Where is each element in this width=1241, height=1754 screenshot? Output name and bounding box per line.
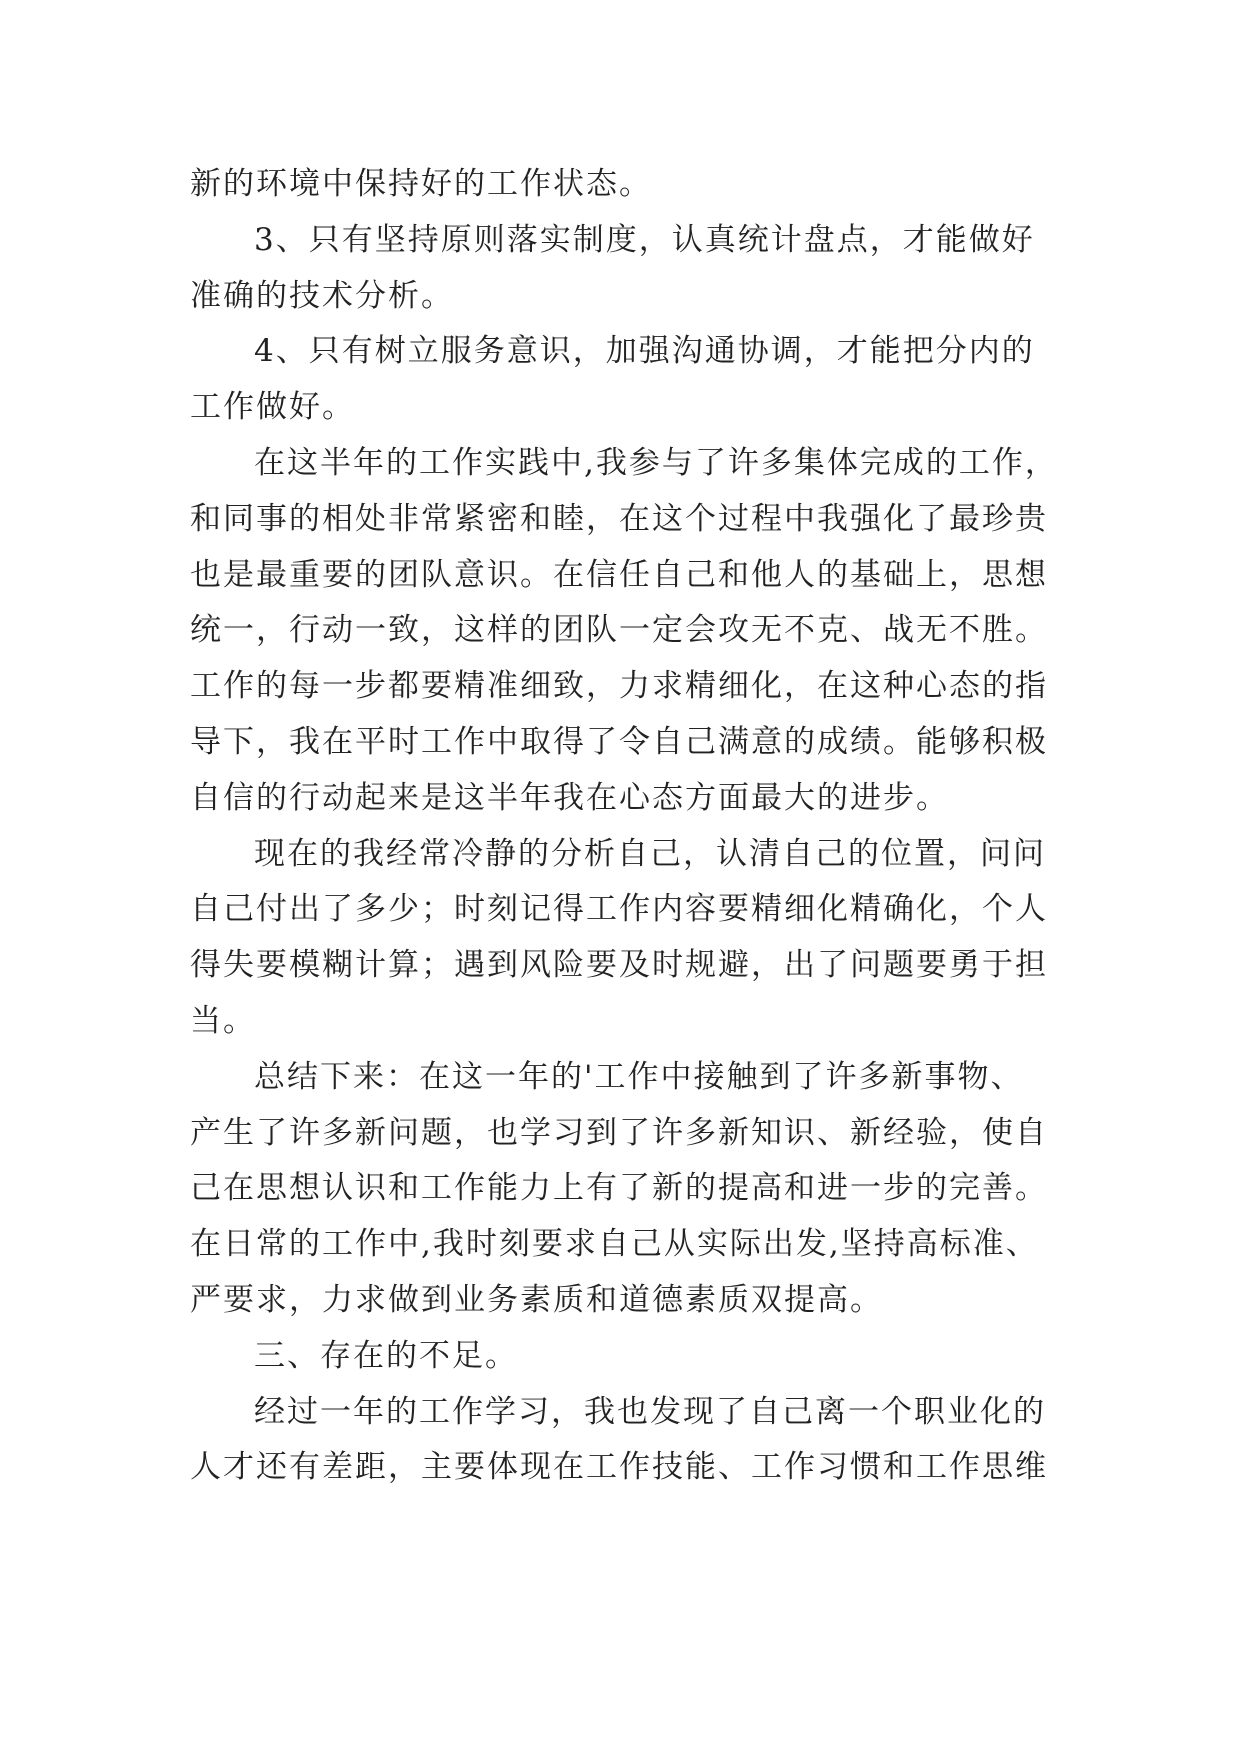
text-line: 准确的技术分析。 [190, 277, 454, 314]
text-line: 工作做好。 [190, 389, 355, 426]
text-line: 得失要模糊计算；遇到风险要及时规避，出了问题要勇于担 [190, 947, 1048, 984]
text-line: 己在思想认识和工作能力上有了新的提高和进一步的完善。 [190, 1170, 1048, 1207]
text-line: 自己付出了多少；时刻记得工作内容要精细化精确化，个人 [190, 891, 1048, 928]
text-line: 严要求，力求做到业务素质和道德素质双提高。 [190, 1281, 883, 1318]
text-line: 也是最重要的团队意识。在信任自己和他人的基础上，思想 [190, 556, 1048, 593]
text-line: 在这半年的工作实践中,我参与了许多集体完成的工作， [254, 444, 1058, 481]
document-body [190, 157, 1070, 1496]
text-line: 现在的我经常冷静的分析自己，认清自己的位置，问问 [254, 835, 1046, 872]
text-line: 自信的行动起来是这半年我在心态方面最大的进步。 [190, 779, 949, 816]
text-line: 经过一年的工作学习，我也发现了自己离一个职业化的 [254, 1393, 1046, 1430]
text-line: 统一，行动一致，这样的团队一定会攻无不克、战无不胜。 [190, 612, 1048, 649]
text-line: 3、只有坚持原则落实制度，认真统计盘点，才能做好 [254, 221, 1035, 258]
text-line: 新的环境中保持好的工作状态。 [190, 166, 652, 202]
text-line: 导下，我在平时工作中取得了令自己满意的成绩。能够积极 [190, 723, 1048, 760]
text-line: 人才还有差距，主要体现在工作技能、工作习惯和工作思维 [190, 1449, 1048, 1486]
section-heading: 三、存在的不足。 [254, 1337, 518, 1374]
text-line: 当。 [190, 1002, 256, 1039]
text-line: 4、只有树立服务意识，加强沟通协调，才能把分内的 [254, 333, 1035, 370]
text-line: 总结下来：在这一年的'工作中接触到了许多新事物、 [254, 1058, 1024, 1095]
text-line: 和同事的相处非常紧密和睦，在这个过程中我强化了最珍贵 [190, 500, 1048, 537]
text-line: 在日常的工作中,我时刻要求自己从实际出发,坚持高标准、 [190, 1226, 1039, 1263]
text-line: 产生了许多新问题，也学习到了许多新知识、新经验，使自 [190, 1114, 1048, 1151]
text-line: 工作的每一步都要精准细致，力求精细化，在这种心态的指 [190, 668, 1048, 705]
